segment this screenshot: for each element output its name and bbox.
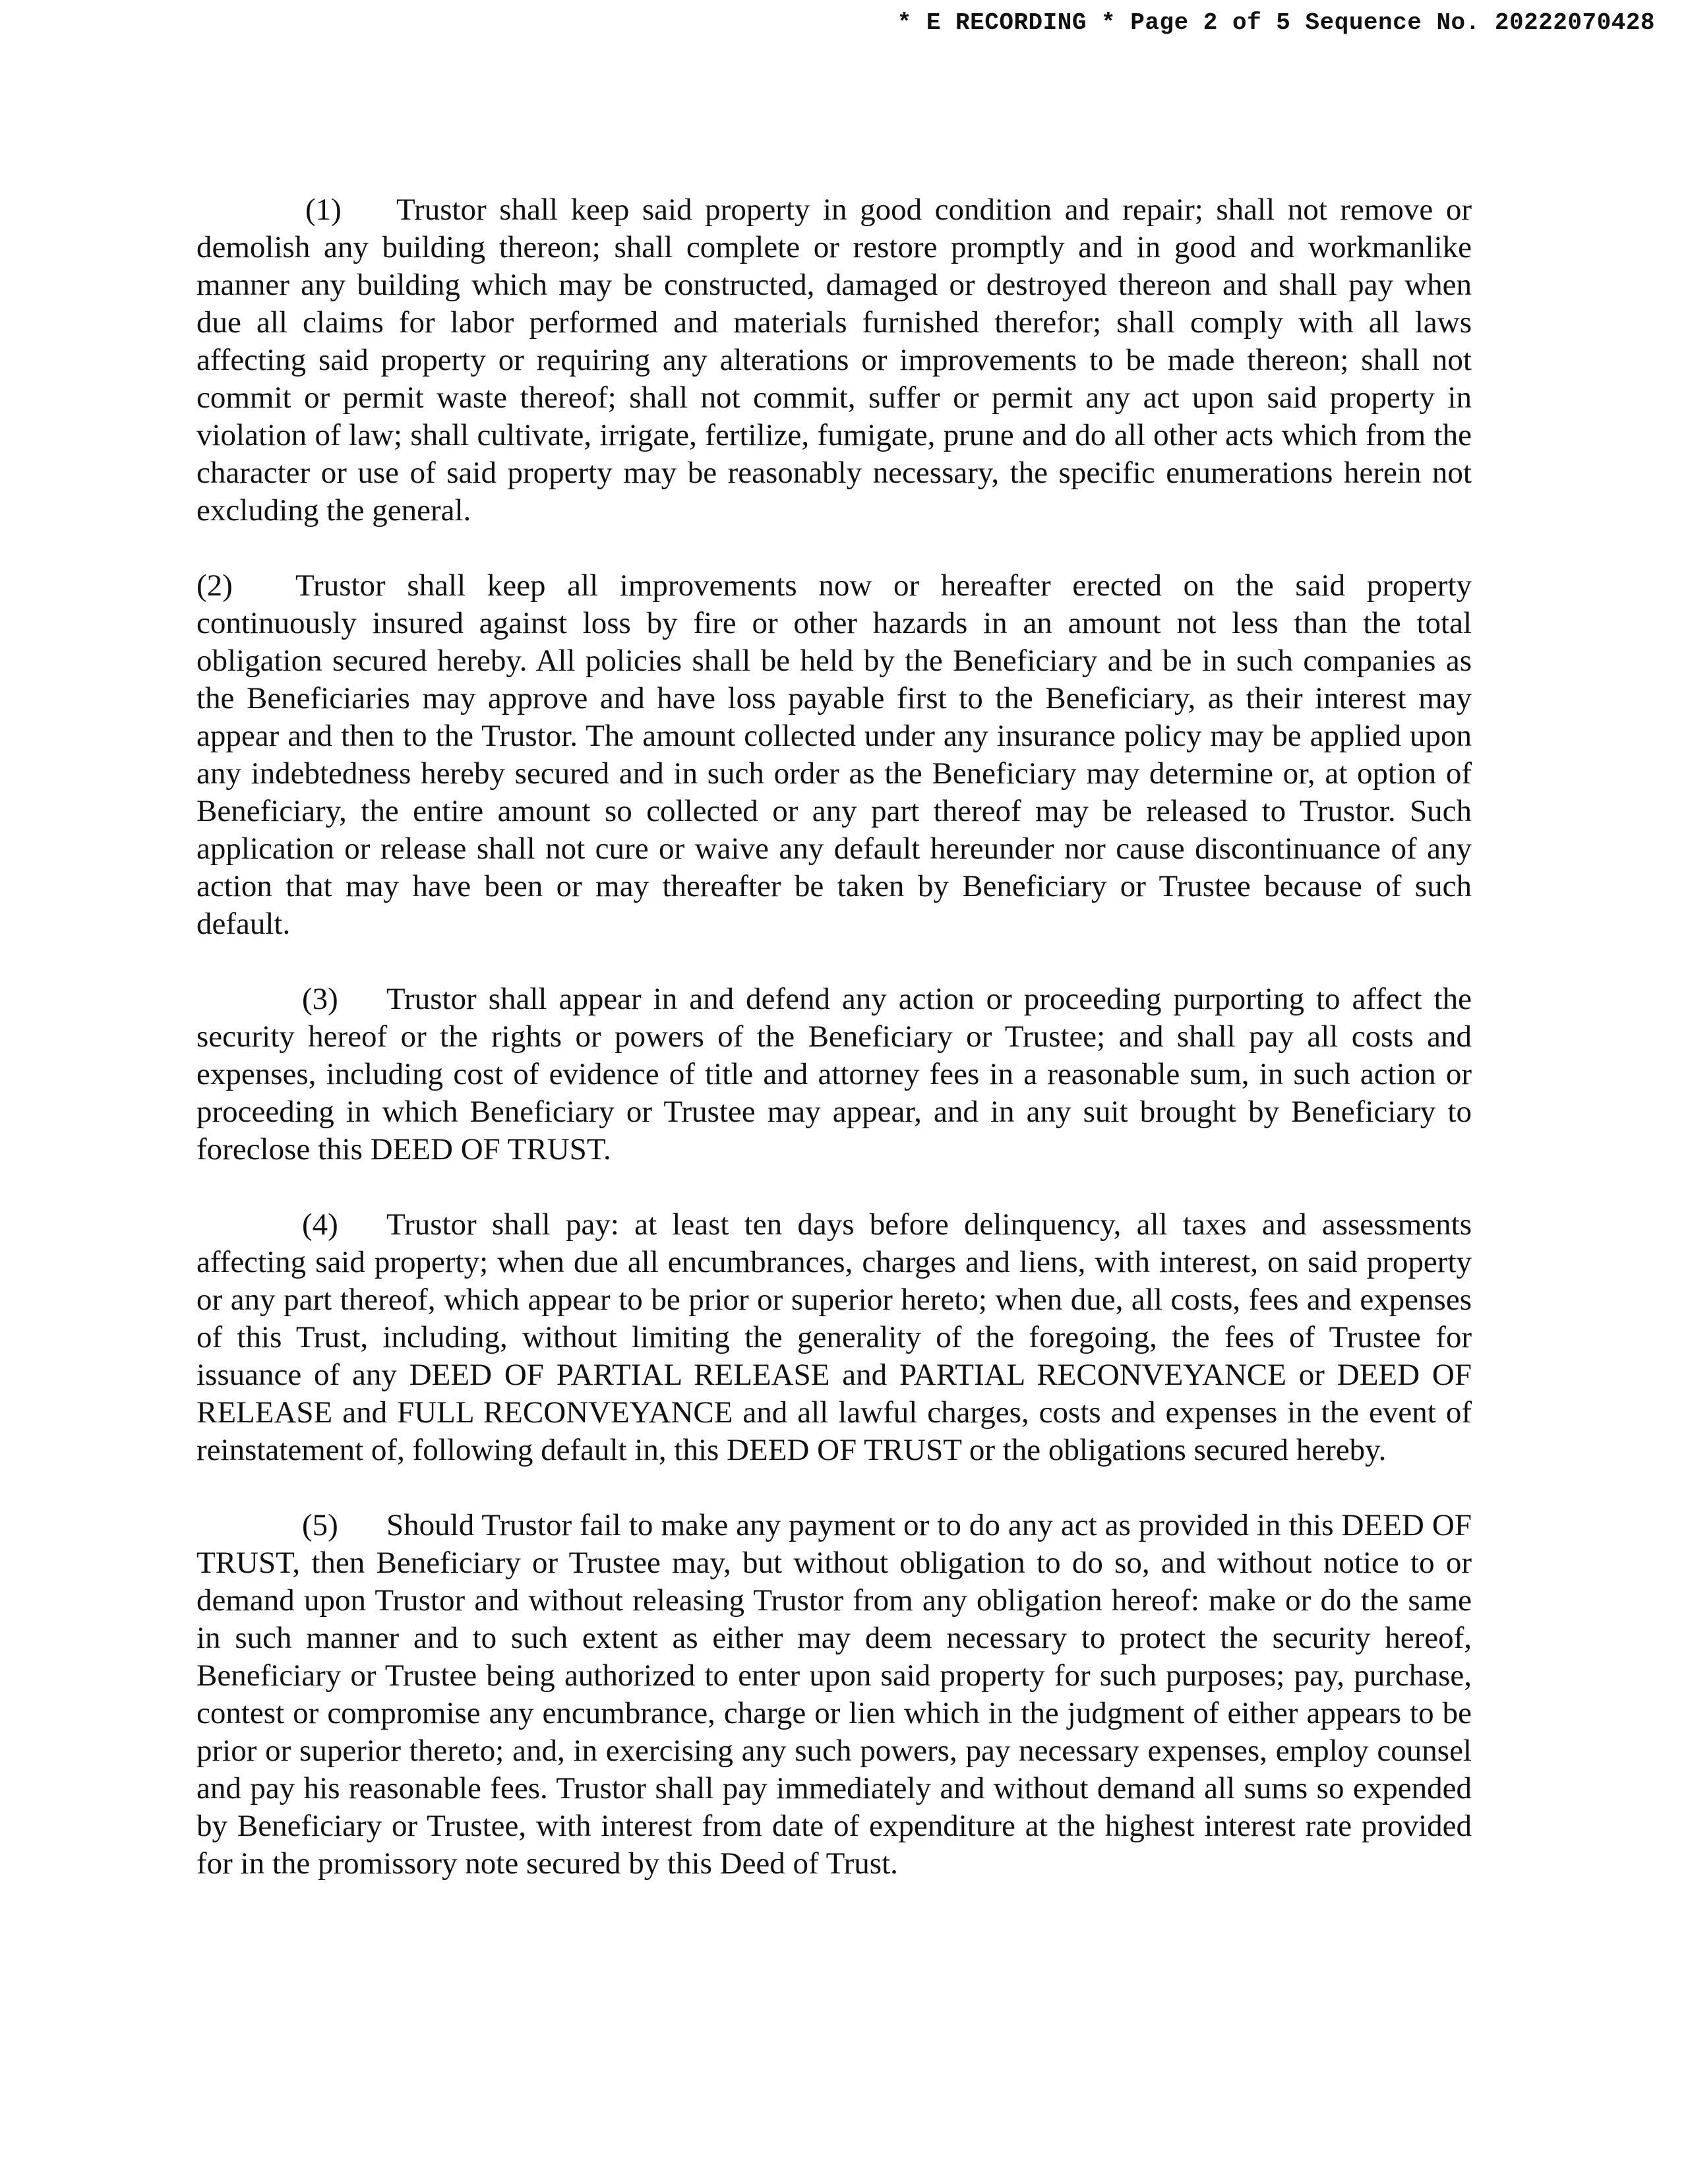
paragraph-3-text: Trustor shall appear in and defend any action or proceeding purporting to affect the security hereof or the rights or powers of the Beneficiary or Trustee; and shall pay all costs and expenses, including cost of evidence of title and attorney fees in a reasonable sum, in such action or proceeding in which Beneficiary or Trustee may appear, and in any suit brought by Beneficiary to foreclose this DEED OF TRUST.: [196, 982, 1472, 1167]
recording-header: * E RECORDING * Page 2 of 5 Sequence No. 20222070428: [897, 9, 1655, 36]
paragraph-1-text: Trustor shall keep said property in good condition and repair; shall not remove or demolish any building thereon; shall complete or restore promptly and in good and workmanlike manner any building which may be constructed, damaged or destroyed thereon and shall pay when due all claims for labor performed and materials furnished therefor; shall comply with all laws affecting said property or requiring any alterations or improvements to be made thereon; shall not commit or permit waste thereof; shall not commit, suffer or permit any act upon said property in violation of law; shall cultivate, irrigate, fertilize, fumigate, prune and do all other acts which from the character or use of said property may be reasonably necessary, the specific enumerations herein not excluding the general.: [196, 193, 1472, 528]
paragraph-2: [196, 567, 1472, 943]
paragraph-5: [196, 1507, 1472, 1883]
paragraph-2-text: Trustor shall keep all improvements now or hereafter erected on the said property continuously insured against loss by fire or other hazards in an amount not less than the total obligation secured hereby. All policies shall be held by the Beneficiary and be in such companies as the Beneficiaries may approve and have loss payable first to the Beneficiary, as their interest may appear and then to the Trustor. The amount collected under any insurance policy may be applied upon any indebtedness hereby secured and in such order as the Beneficiary may determine or, at option of Beneficiary, the entire amount so collected or any part thereof may be released to Trustor. Such application or release shall not cure or waive any default hereunder nor cause discontinuance of any action that may have been or may thereafter be taken by Beneficiary or Trustee because of such default.: [196, 568, 1472, 941]
paragraph-4-number: (4): [302, 1207, 338, 1242]
document-body: [196, 191, 1472, 1883]
paragraph-4-text: Trustor shall pay: at least ten days before delinquency, all taxes and assessments affecting said property; when due all encumbrances, charges and liens, with interest, on said property or any part thereof, which appear to be prior or superior hereto; when due, all costs, fees and expenses of this Trust, including, without limiting the generality of the foregoing, the fees of Trustee for issuance of any DEED OF PARTIAL RELEASE and PARTIAL RECONVEYANCE or DEED OF RELEASE and FULL RECONVEYANCE and all lawful charges, costs and expenses in the event of reinstatement of, following default in, this DEED OF TRUST or the obligations secured hereby.: [196, 1207, 1472, 1467]
paragraph-1-number: (1): [305, 193, 342, 227]
paragraph-5-number: (5): [302, 1508, 338, 1542]
paragraph-1: [196, 191, 1472, 530]
paragraph-3: [196, 981, 1472, 1168]
paragraph-5-text: Should Trustor fail to make any payment or to do any act as provided in this DEED OF TRUST, then Beneficiary or Trustee may, but without obligation to do so, and without notice to or demand upon Trustor and without releasing Trustor from any obligation hereof: make or do the same in such manner and to such extent as either may deem necessary to protect the security hereof, Beneficiary or Trustee being authorized to enter upon said property for such purposes; pay, purchase, contest or compromise any encumbrance, charge or lien which in the judgment of either appears to be prior or superior thereto; and, in exercising any such powers, pay necessary expenses, employ counsel and pay his reasonable fees. Trustor shall pay immediately and without demand all sums so expended by Beneficiary or Trustee, with interest from date of expenditure at the highest interest rate provided for in the promissory note secured by this Deed of Trust.: [196, 1508, 1472, 1881]
paragraph-3-number: (3): [302, 982, 338, 1016]
paragraph-2-number: (2): [196, 568, 233, 603]
paragraph-4: [196, 1206, 1472, 1469]
